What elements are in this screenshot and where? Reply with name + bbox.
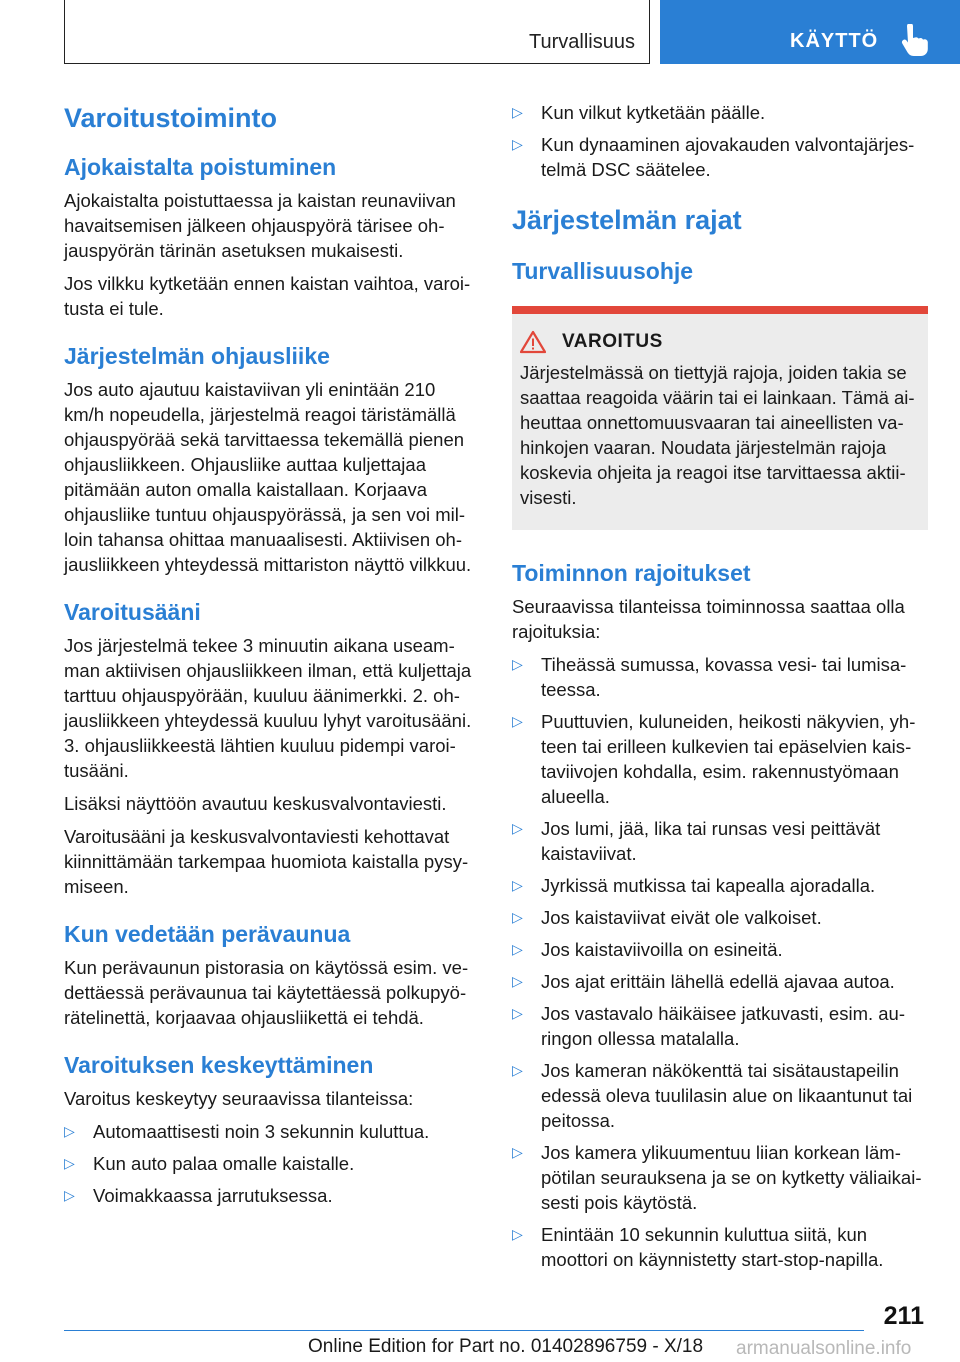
paragraph: Varoitus keskeytyy seuraavissa tilanteissa: [64,1088,414,1109]
paragraph: Kun perävaunun pistorasia on käytössä esim. vedettäessä perävaunua tai käytettäessä polkupyörätelinettä, korjaavaa ohjausliikettä ei tehdä. [64,957,469,1028]
warning-text: Järjestelmässä on tiettyjä rajoja, joiden takia se saattaa reagoida väärin tai ei lainkaan. Tämä aiheuttaa onnettomuusvaaran tai aineellisten vahinkojen vaaran. Noudata järjestelmän rajoja koskevia ohjeita ja reagoi itse tarvittaessa aktiivisesti. [520,362,915,508]
header-chapter-label: KÄYTTÖ [790,30,879,52]
list-item: ▷ Jos kaistaviivoilla on esineitä. [512,937,928,962]
paragraph: Varoitusääni ja keskusvalvontaviesti kehottavat kiinnittämään tarkempaa huomiota kaistalla pysymiseen. [64,826,469,897]
header-section-title: Turvallisuus [529,31,635,53]
warning-box [512,306,928,530]
warning-header [520,330,916,354]
page-number: 211 [883,1302,924,1330]
paragraph: Jos auto ajautuu kaistaviivan yli enintään 210 km/h nopeudella, järjestelmä reagoi täristämällä ohjauspyörää sekä tarvittaessa tekemällä pienen ohjausliikkeen. Ohjausliike auttaa kuljettajaa pitämään auton omalla kaistallaan. Korjaava ohjausliike tuntuu ohjauspyörässä, ja sen voi milloin tahansa ohittaa manuaalisesti. Aktiivisen ohjausliikkeen yhteydessä mittariston näyttö vilkkuu. [64,379,472,575]
list-item: ▷ Jos lumi, jää, lika tai runsas vesi peittävät kaistaviivat. [512,816,928,866]
list-item: ▷ Automaattisesti noin 3 sekunnin kuluttua. [64,1119,480,1144]
list-item: ▷ Jos ajat erittäin lähellä edellä ajavaa autoa. [512,969,928,994]
watermark: armanualsonline.info [736,1338,912,1359]
pointing-hand-icon [898,24,930,58]
section-title-jarjestelman-rajat: Järjestelmän rajat [512,205,742,235]
list-item: ▷ Jyrkissä mutkissa tai kapealla ajoradalla. [512,873,928,898]
list-item: ▷ Enintään 10 sekunnin kuluttua siitä, kun moottori on käynnistetty start-stop-napilla. [512,1222,928,1272]
list-item: ▷ Jos kaistaviivat eivät ole valkoiset. [512,905,928,930]
subsection-title: Järjestelmän ohjausliike [64,343,330,369]
subsection-title: Varoituksen keskeyttäminen [64,1052,374,1078]
list-item: ▷ Kun auto palaa omalle kaistalle. [64,1151,480,1176]
paragraph: Ajokaistalta poistuttaessa ja kaistan reunaviivan havaitsemisen jälkeen ohjauspyörä tärisee ohjauspyörän tärinän asetuksen mukaisesti. [64,190,456,261]
paragraph: Jos järjestelmä tekee 3 minuutin aikana useamman aktiivisen ohjausliikkeen ilman, että kuljettaja tarttuu ohjauspyörään, kuuluu äänimerkki. 2. ohjausliikkeen yhteydessä kuuluu lyhyt varoitusääni. 3. ohjausliikkeestä lähtien kuuluu pidempi varoitusääni. [64,635,472,781]
header-chapter-tab [660,0,960,64]
list-item: ▷ Jos kamera ylikuumentuu liian korkean lämpötilan seurauksena ja se on kytketty väliaikaisesti pois käytöstä. [512,1140,928,1215]
list-item: ▷ Puuttuvien, kuluneiden, heikosti näkyvien, yhteen tai erilleen kulkevien tai epäselvien kaistaviivojen kohdalla, esim. rakennustyömaan alueella. [512,709,928,809]
paragraph: Lisäksi näyttöön avautuu keskusvalvontaviesti. [64,793,447,814]
list-item: ▷ Jos vastavalo häikäisee jatkuvasti, esim. auringon ollessa matalalla. [512,1001,928,1051]
footer-edition-text: Online Edition for Part no. 01402896759 - X/18 [308,1336,704,1357]
bullet-list [512,100,928,182]
paragraph: Jos vilkku kytketään ennen kaistan vaihtoa, varoitusta ei tule. [64,273,471,319]
subsection-title: Ajokaistalta poistuminen [64,154,337,180]
bullet-list [64,1119,480,1208]
header-section-box [64,0,650,64]
left-column [64,100,480,1215]
list-item: ▷ Jos kameran näkökenttä tai sisätaustapeilin edessä oleva tuulilasin alue on likaantunut tai peitossa. [512,1058,928,1133]
subsection-title: Turvallisuusohje [512,258,694,284]
right-column [512,100,928,1279]
list-item: ▷ Voimakkaassa jarrutuksessa. [64,1183,480,1208]
subsection-title: Toiminnon rajoitukset [512,560,751,586]
subsection-title: Kun vedetään perävaunua [64,921,351,947]
paragraph: Seuraavissa tilanteissa toiminnossa saattaa olla rajoituksia: [512,596,905,642]
list-item: ▷ Kun vilkut kytketään päälle. [512,100,928,125]
bullet-list [512,652,928,1272]
subsection-title: Varoitusääni [64,599,201,625]
footer-divider [64,1330,864,1331]
warning-triangle-icon [520,330,546,354]
section-title-varoitustoiminto: Varoitustoiminto [64,103,278,133]
list-item: ▷ Tiheässä sumussa, kovassa vesi- tai lumisateessa. [512,652,928,702]
warning-label: VAROITUS [562,331,663,352]
list-item: ▷ Kun dynaaminen ajovakauden valvontajärjestelmä DSC säätelee. [512,132,928,182]
